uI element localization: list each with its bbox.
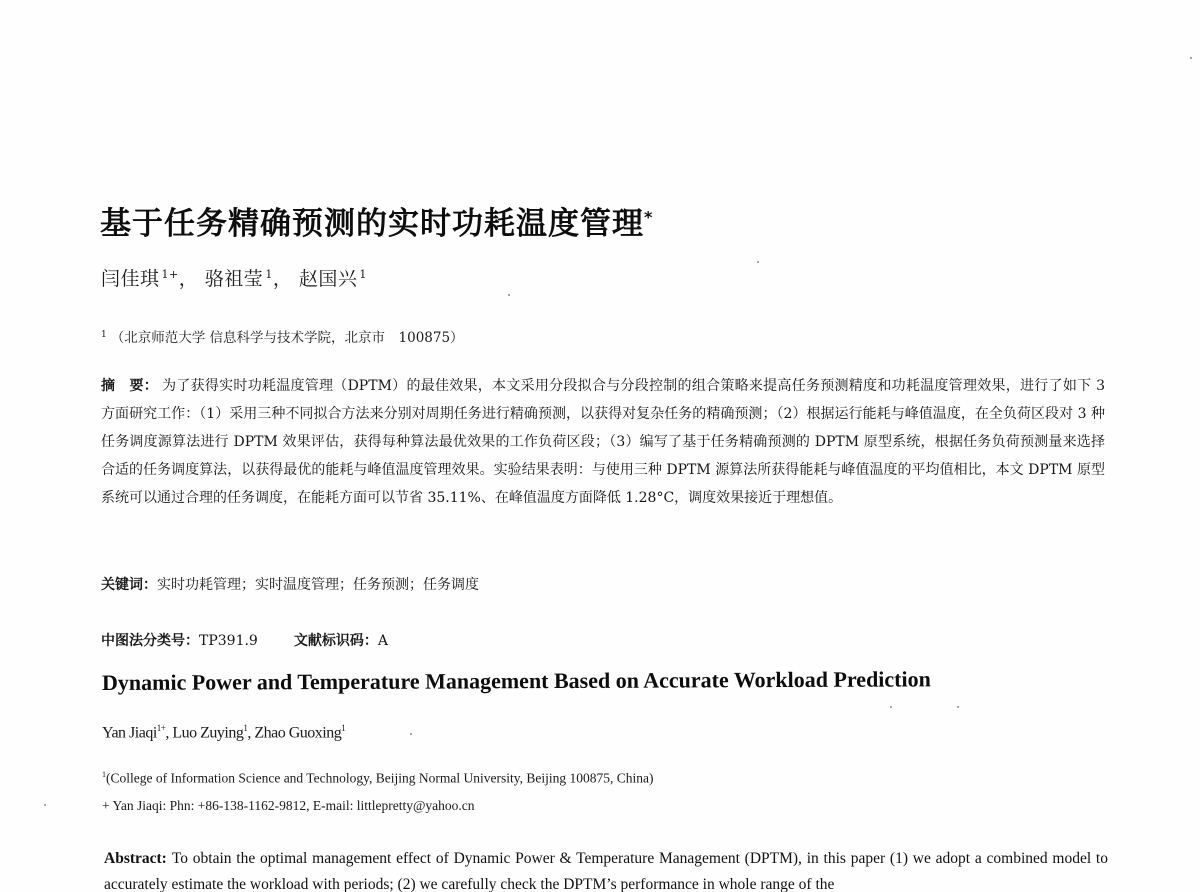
author-name: Yan Jiaqi — [102, 724, 157, 742]
chinese-authors — [101, 264, 367, 291]
scan-speck — [890, 706, 892, 708]
chinese-keywords — [101, 574, 479, 594]
english-affiliation — [102, 770, 653, 787]
author-separator: ， — [272, 268, 293, 290]
english-contact-line: + Yan Jiaqi: Phn: +86-138-1162-9812, E-mail: littlepretty@yahoo.cn — [102, 798, 475, 813]
author-separator: , — [247, 724, 251, 742]
affiliation-text: (College of Information Science and Technology, Beijing Normal University, Beijing 100875, China) — [106, 770, 654, 786]
keywords-label: 关键词： — [101, 577, 157, 593]
author-separator: , — [165, 724, 169, 742]
author-name: Zhao Guoxing — [254, 724, 342, 742]
author-name: 赵国兴 — [298, 268, 358, 290]
english-title: Dynamic Power and Temperature Management Based on Accurate Workload Prediction — [101, 666, 931, 695]
abstract-text: To obtain the optimal management effect of Dynamic Power & Temperature Management (DPTM), in this paper (1) we adopt a combined model to accurately estimate the workload with periods; (2) we carefully check the DPTM’s performance in whole range of the — [104, 850, 1108, 892]
scan-speck — [957, 706, 959, 708]
author-name: 闫佳琪 — [101, 268, 160, 290]
english-abstract — [104, 846, 1108, 892]
author-name: Luo Zuying — [172, 724, 244, 742]
author-mark: 1+ — [156, 723, 166, 733]
author-separator: ， — [178, 268, 199, 290]
author-name: 骆祖莹 — [204, 268, 264, 290]
keywords-text: 实时功耗管理；实时温度管理；任务预测；任务调度 — [157, 577, 479, 593]
affiliation-mark: 1 — [101, 329, 107, 340]
scan-speck — [410, 733, 412, 735]
author-mark: 1 — [341, 723, 346, 733]
author-mark: 1 — [265, 267, 273, 281]
affiliation-mark: 1 — [102, 770, 106, 779]
scan-speck — [1190, 57, 1192, 59]
author-mark: 1+ — [161, 267, 179, 281]
class-number-value: TP391.9 — [199, 633, 258, 649]
author-mark: 1 — [359, 267, 367, 281]
classification-line — [101, 630, 388, 650]
abstract-label: 摘 要： — [101, 378, 159, 394]
scan-speck — [508, 294, 510, 296]
abstract-label: Abstract: — [104, 850, 167, 867]
chinese-title — [100, 198, 653, 243]
class-number-label: 中图法分类号： — [101, 633, 199, 649]
chinese-title-text: 基于任务精确预测的实时功耗温度管理 — [100, 206, 644, 242]
author-mark: 1 — [243, 723, 248, 733]
abstract-text: 为了获得实时功耗温度管理（DPTM）的最佳效果，本文采用分段拟合与分段控制的组合策略来提高任务预测精度和功耗温度管理效果，进行了如下 3 方面研究工作：（1）采用三种不同拟合方法来分别对周期任务进行精确预测，以获得对复杂任务的精确预测；（2）根据运行能耗与峰值温度，在全负荷区段对 3 种任务调度源算法进行 DPTM 效果评估，获得每种算法最优效果的工作负荷区段；（3）编写了基于任务精确预测的 DPTM 原型系统，根据任务负荷预测量来选择合适的任务调度算法，以获得最优的能耗与峰值温度管理效果。实验结果表明：与使用三种 DPTM 源算法所获得能耗与峰值温度的平均值相比，本文 DPTM 原型系统可以通过合理的任务调度，在能耗方面可以节省 35.11%、在峰值温度方面降低 1.28°C，调度效果接近于理想值。 — [101, 378, 1105, 506]
english-authors — [102, 723, 345, 742]
chinese-affiliation — [101, 326, 464, 346]
doc-code-value: A — [377, 633, 388, 649]
title-footnote-mark: * — [644, 207, 654, 227]
affiliation-text: （北京师范大学 信息科学与技术学院，北京市 100875） — [110, 330, 464, 346]
scan-speck — [757, 261, 759, 263]
scan-speck — [44, 804, 46, 806]
doc-code-label: 文献标识码： — [293, 633, 378, 649]
chinese-abstract — [101, 372, 1105, 512]
